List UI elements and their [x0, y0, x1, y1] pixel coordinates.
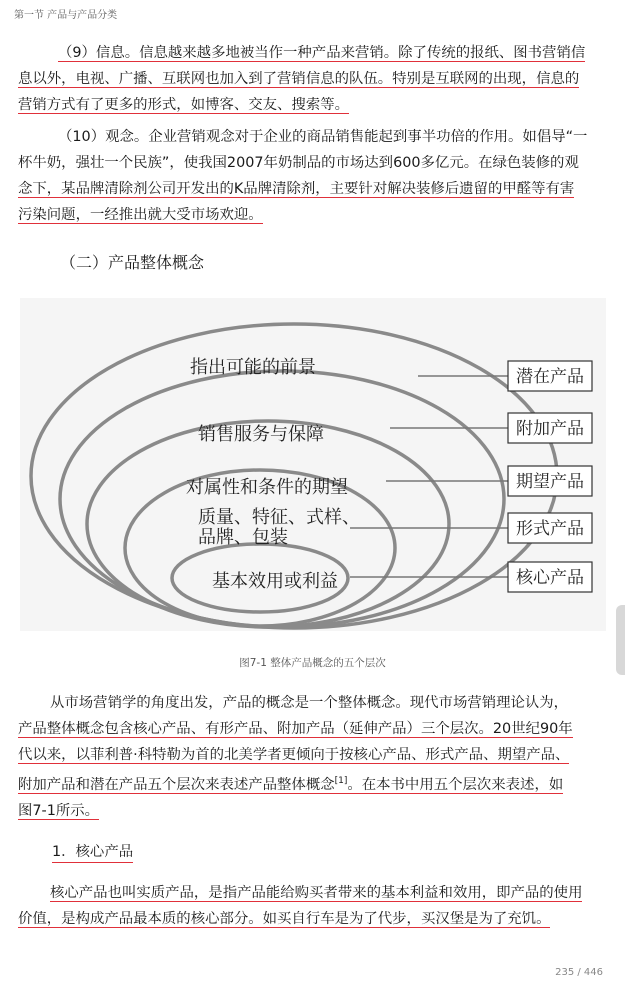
- text-line: 营销方式有了更多的形式，如博客、交友、搜索等。: [18, 97, 349, 113]
- citation-ref[interactable]: [1]: [334, 776, 348, 786]
- text-line: 附加产品和潜在产品五个层次来表述产品整体概念: [18, 776, 335, 793]
- text-line: 杯牛奶，强壮一个民族”，使我国2007年奶制品的市场达到600多亿元。在绿色装修的观: [18, 155, 579, 171]
- text-basic-utility: 基本效用或利益: [212, 571, 338, 592]
- text-line: 。在本书中用五个层次来表述，如: [347, 776, 564, 793]
- text-possible-prospects: 指出可能的前景: [190, 357, 316, 378]
- label-augmented-product: 附加产品: [516, 419, 584, 439]
- figure-caption: 图7-1 整体产品概念的五个层次: [239, 657, 386, 669]
- text-line: 从市场营销学的角度出发，产品的概念是一个整体概念。现代市场营销理论认为，: [50, 695, 569, 711]
- text-line: 核心产品也叫实质产品，是指产品能给购买者带来的基本利益和效用，即产品的使用: [50, 885, 583, 901]
- nested-ellipse-diagram: [20, 298, 606, 631]
- text-line: 污染问题，一经推出就大受市场欢迎。: [18, 207, 263, 223]
- page-indicator: 235 / 446: [555, 967, 603, 978]
- text-service-guarantee: 销售服务与保障: [198, 424, 324, 445]
- text-line: 代以来，以菲利普·科特勒为首的北美学者更倾向于按核心产品、形式产品、期望产品、: [18, 747, 570, 763]
- text-expectations: 对属性和条件的期望: [186, 477, 348, 498]
- paragraph-information: [18, 40, 606, 118]
- label-core-product: 核心产品: [516, 568, 584, 588]
- text-brand-packaging: 品牌、包装: [198, 527, 288, 548]
- label-formal-product: 形式产品: [516, 519, 584, 539]
- text-quality-features: 质量、特征、式样、: [198, 507, 360, 528]
- text-line: 产品整体概念包含核心产品、有形产品、附加产品（延伸产品）三个层次。20世纪90年: [18, 721, 573, 737]
- text-line: 念下，某品牌清除剂公司开发出的K品牌清除剂，主要针对解决装修后遗留的甲醛等有害: [18, 181, 575, 197]
- text-line: 价值，是构成产品最本质的核心部分。如买自行车是为了代步，买汉堡是为了充饥。: [18, 911, 551, 927]
- paragraph-overall-concept: [18, 690, 606, 824]
- figure-product-levels: [20, 298, 606, 631]
- paragraph-core-product: [18, 880, 606, 932]
- text-line: 图7-1所示。: [18, 802, 100, 819]
- side-scroll-handle[interactable]: [616, 605, 625, 675]
- label-potential-product: 潜在产品: [516, 367, 584, 387]
- text-line: 息以外，电视、广播、互联网也加入到了营销信息的队伍。特别是互联网的出现，信息的: [18, 71, 580, 87]
- text-line: （10）观念。企业营销观念对于企业的商品销售能起到事半功倍的作用。如倡导“一: [58, 129, 588, 145]
- label-expected-product: 期望产品: [516, 472, 584, 492]
- section-title: （二）产品整体概念: [60, 253, 205, 272]
- running-header: 第一节 产品与产品分类: [14, 10, 118, 21]
- subsection-title: 1．核心产品: [52, 840, 133, 863]
- text-line: （9）信息。信息越来越多地被当作一种产品来营销。除了传统的报纸、图书营销信: [58, 45, 586, 61]
- paragraph-concept: [18, 124, 606, 228]
